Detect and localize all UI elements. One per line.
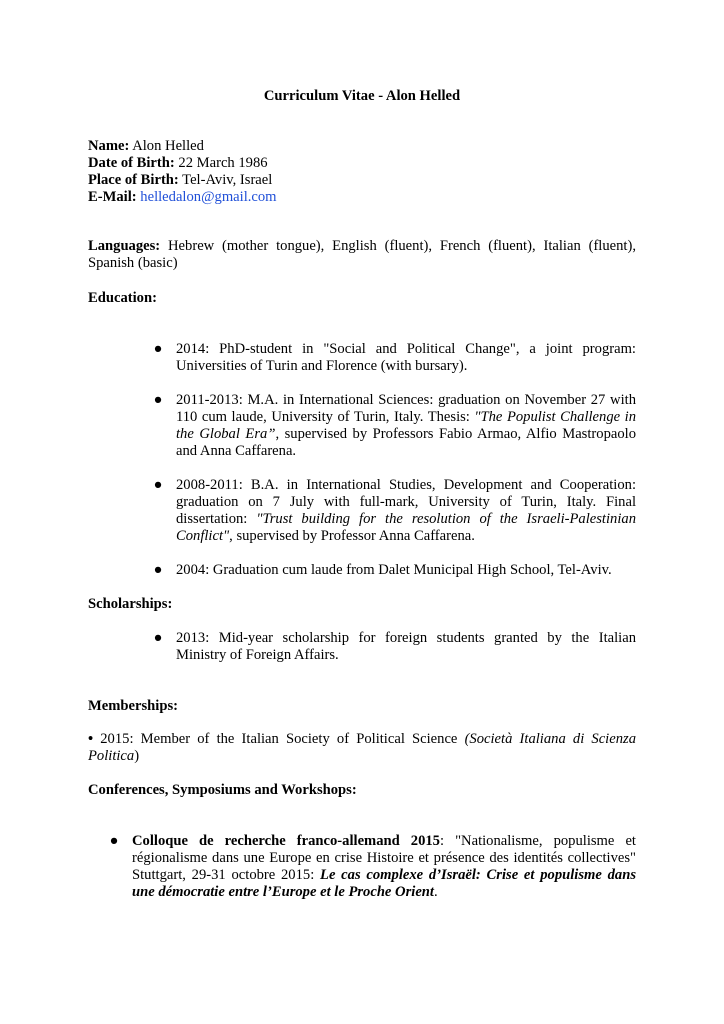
- education-item-text: 2008-2011: B.A. in International Studies, Development and Cooperation: graduation on 7 July with full-mark, University of Turin, Italy. Final dissertation:: [176, 477, 636, 527]
- list-item: [153, 562, 636, 579]
- scholarship-item-text: 2013: Mid-year scholarship for foreign students granted by the Italian Ministry of Foreign Affairs.: [176, 630, 636, 663]
- education-item-text: 2011-2013: M.A. in International Sciences: graduation on November 27 with 110 cum laude, University of Turin, Italy. Thesis:: [176, 392, 636, 425]
- dob-value: 22 March 1986: [178, 155, 268, 171]
- education-item-text: 2004: Graduation cum laude from Dalet Municipal High School, Tel-Aviv.: [176, 562, 612, 578]
- list-item: [153, 341, 636, 375]
- talk-title: Le cas complexe d’Israël: Crise et populisme dans une démocratie entre l’Europe et le Proche Orient: [132, 867, 637, 900]
- bullet-icon: ●: [153, 630, 163, 646]
- email-label: E-Mail:: [88, 189, 137, 205]
- name-value: Alon Helled: [132, 138, 204, 154]
- membership-bullet: •: [88, 731, 94, 747]
- bullet-icon: ●: [109, 833, 119, 849]
- name-label: Name:: [88, 138, 130, 154]
- conferences-list: [109, 833, 637, 901]
- membership-text-end: ): [134, 748, 140, 764]
- dob-line: [88, 155, 277, 172]
- education-item-text: 2014: PhD-student in "Social and Political Change", a joint program: Universities of Turin and Florence (with bursary).: [176, 341, 636, 374]
- conference-name: Colloque de recherche franco-allemand 2015: [132, 833, 440, 849]
- bullet-icon: ●: [153, 392, 163, 408]
- languages-value: Hebrew (mother tongue), English (fluent), French (fluent), Italian (fluent), Spanish (basic): [88, 238, 636, 271]
- scholarships-list: [153, 630, 636, 664]
- bullet-icon: ●: [153, 562, 163, 578]
- pob-value: Tel-Aviv, Israel: [182, 172, 273, 188]
- dob-label: Date of Birth:: [88, 155, 175, 171]
- languages-label: Languages:: [88, 238, 161, 254]
- society-name: (Società Italiana di Scienza Politica: [88, 731, 636, 764]
- list-item: [153, 630, 636, 664]
- page-title: Curriculum Vitae - Alon Helled: [263, 88, 461, 104]
- conferences-heading: Conferences, Symposiums and Workshops:: [88, 782, 357, 798]
- list-item: [153, 477, 636, 545]
- name-line: [88, 138, 277, 155]
- thesis-title: "The Populist Challenge in the Global Era”: [176, 409, 636, 442]
- pob-line: [88, 172, 277, 189]
- personal-info: [88, 138, 277, 206]
- education-heading: Education:: [88, 290, 157, 306]
- conference-details: : "Nationalisme, populisme et régionalisme dans une Europe en crise Histoire et présence des identités collectives" Stuttgart, 29-31 octobre 2015:: [132, 833, 636, 883]
- list-item: [109, 833, 637, 901]
- bullet-icon: ●: [153, 477, 163, 493]
- bullet-icon: ●: [153, 341, 163, 357]
- pob-label: Place of Birth:: [88, 172, 179, 188]
- list-item: [153, 392, 636, 460]
- conference-end: .: [433, 884, 438, 900]
- education-item-text: , supervised by Professors Fabio Armao, Alfio Mastropaolo and Anna Caffarena.: [176, 426, 636, 459]
- membership-paragraph: [88, 731, 636, 765]
- memberships-heading: Memberships:: [88, 698, 178, 714]
- email-line: [88, 189, 277, 206]
- dissertation-title: "Trust building for the resolution of the Israeli-Palestinian Conflict": [176, 511, 636, 544]
- education-list: [153, 341, 636, 579]
- languages-paragraph: [88, 238, 636, 272]
- email-link[interactable]: helledalon@gmail.com: [140, 189, 277, 205]
- scholarships-heading: Scholarships:: [88, 596, 173, 612]
- membership-text: 2015: Member of the Italian Society of Political Science: [93, 731, 465, 747]
- education-item-text: , supervised by Professor Anna Caffarena.: [229, 528, 475, 544]
